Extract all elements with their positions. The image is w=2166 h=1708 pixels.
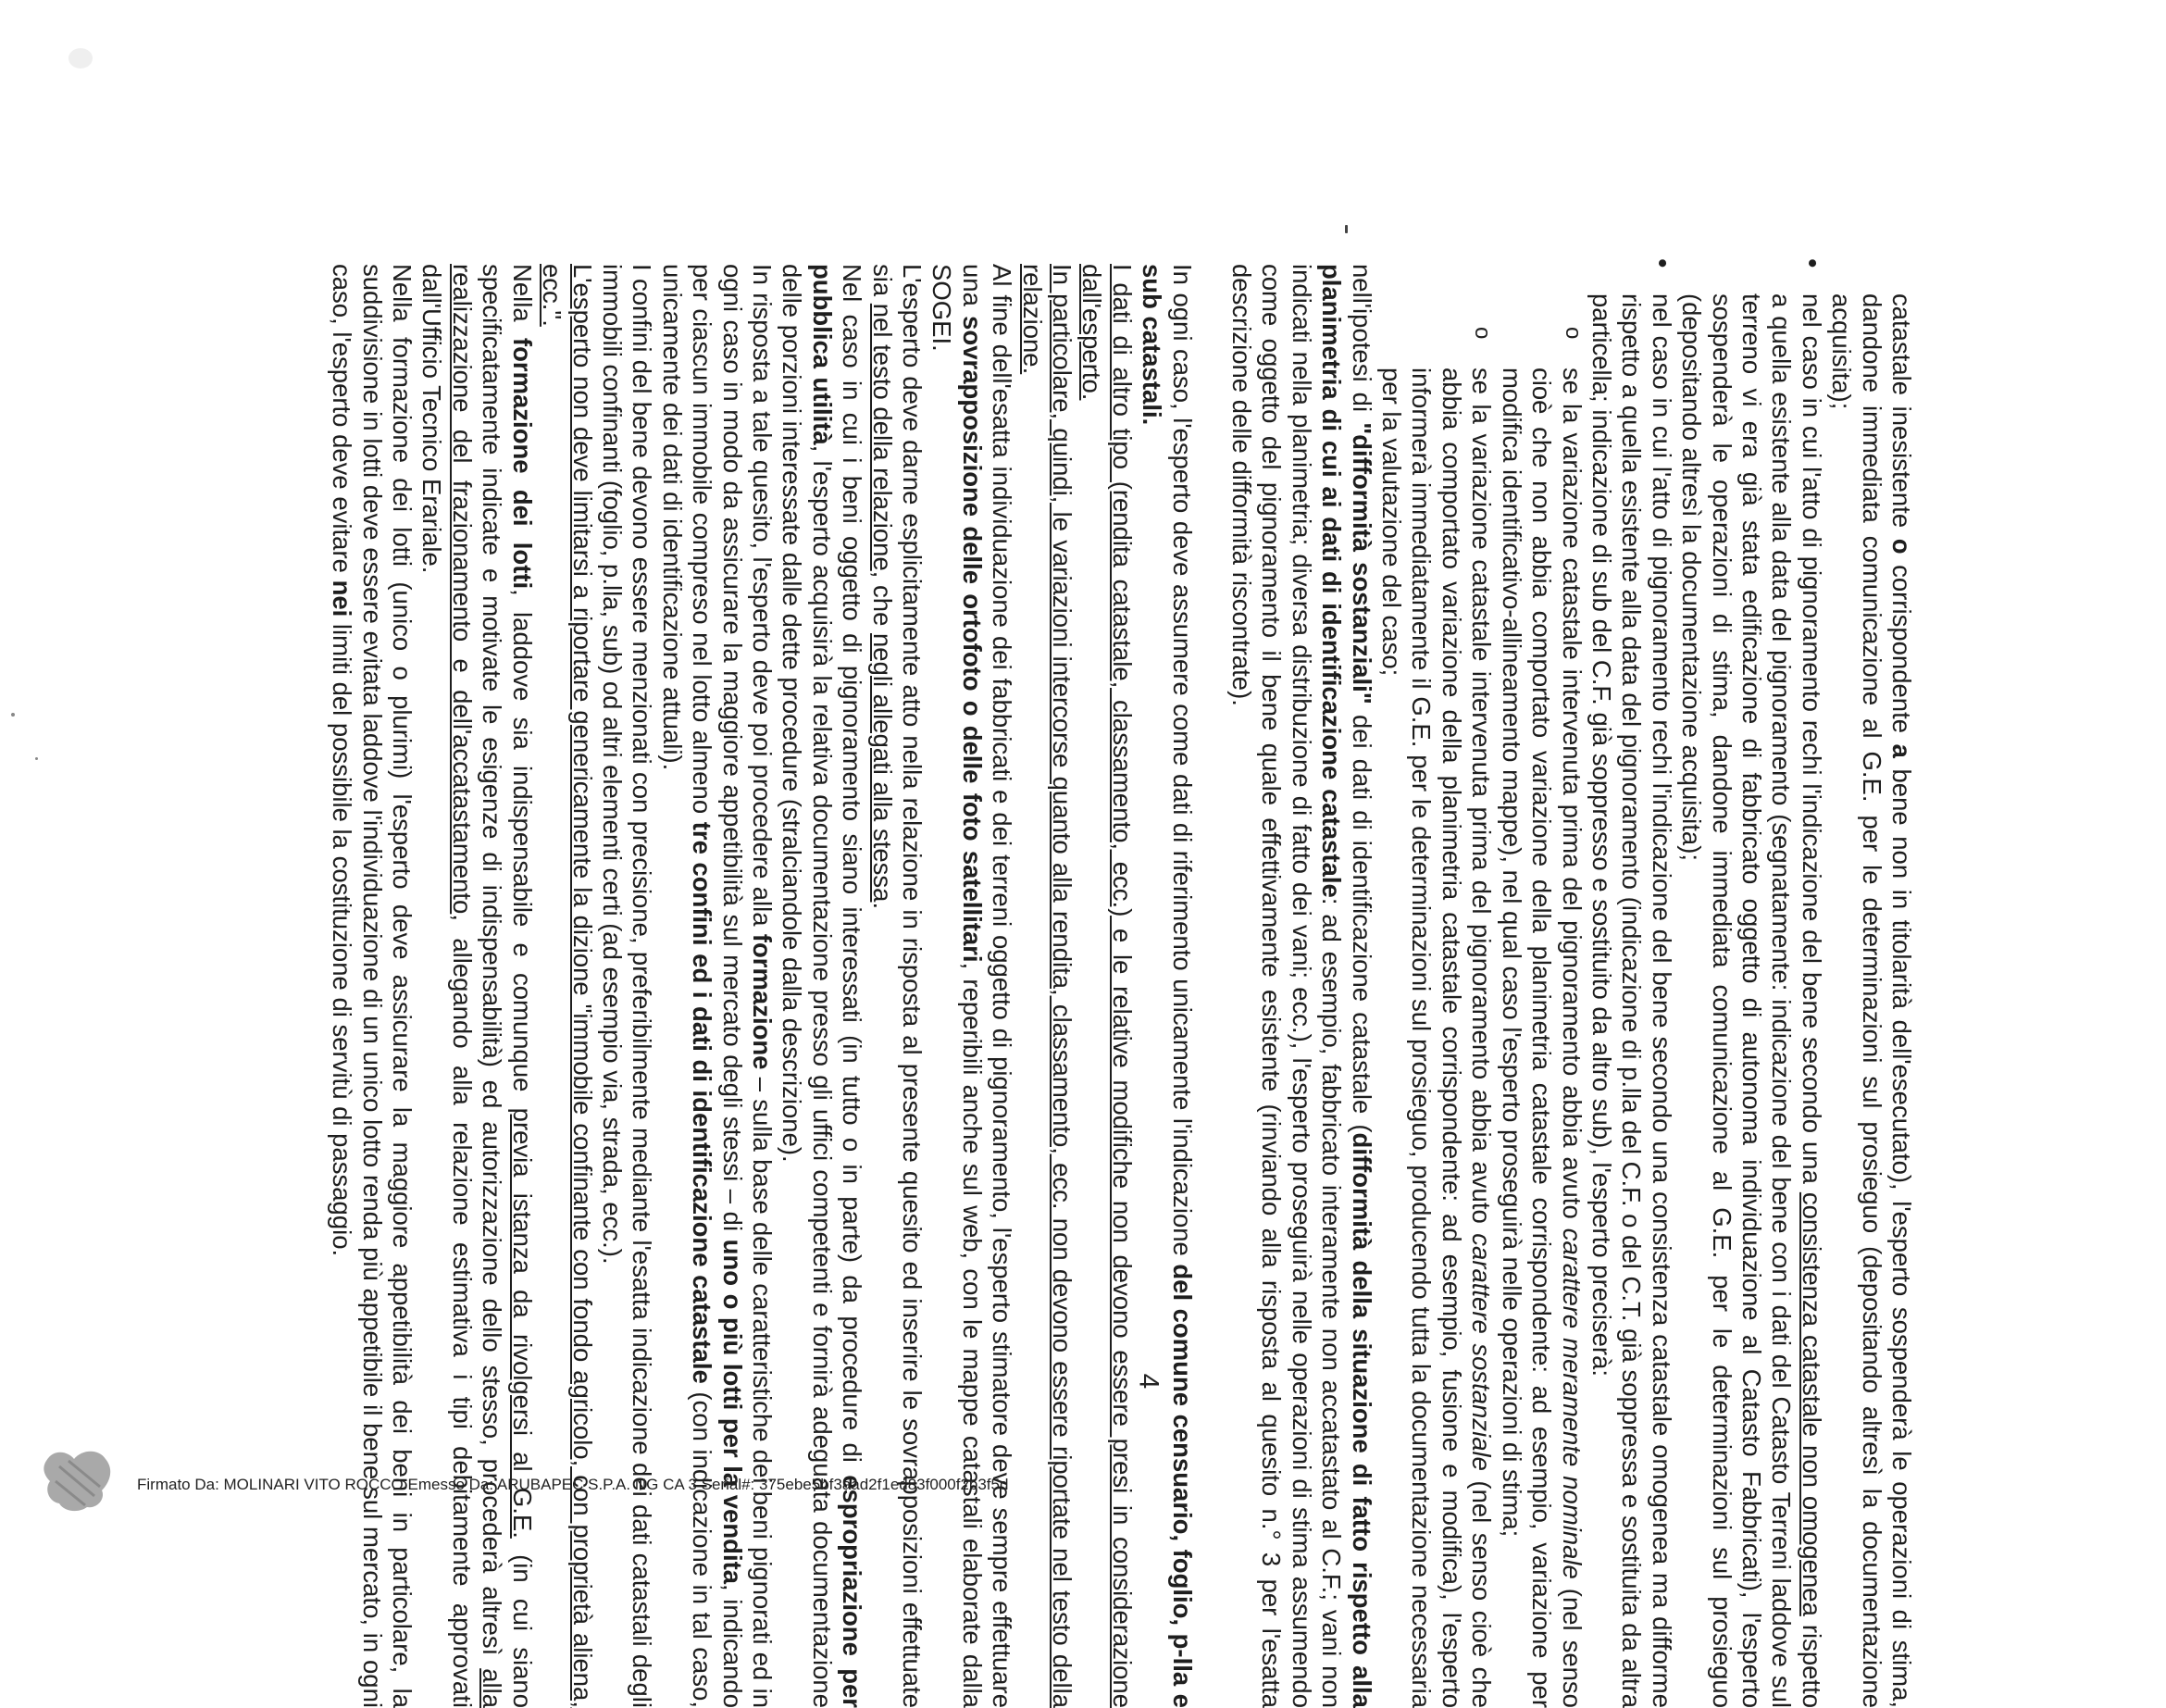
text-run: Al fine dell'esatta individuazione dei fabbricati e dei terreni oggetto di pignoramento, l'esperto stimatore deve sempre effettuare una bbox=[957, 264, 1017, 1708]
bullet-paragraph bbox=[1587, 264, 1676, 1708]
text-run: . bbox=[867, 902, 897, 910]
text-run: : ad esempio, fabbricato interamente non accatastato al C.F.; vani non indicati nella planimetria; diversa distribuzione di fatto dei vani; ecc.), l'esperto proseguirà nelle operazioni di stima assumendo come oggetto del pignoramento il bene quale effettivamente esistente (rinviando alla risposta al quesito n.° 3 per l'esatta descrizione delle difformità riscontrate). bbox=[1227, 264, 1347, 1708]
bold-text: sovrapposizione delle ortofoto o delle foto satellitari bbox=[957, 316, 987, 963]
text-run: se la variazione catastale intervenuta prima del pignoramento abbia avuto bbox=[1467, 368, 1497, 1234]
sub-bullet-paragraph bbox=[1376, 264, 1497, 1708]
text-run: , indicando per ciascun immobile compreso nel lotto almeno bbox=[688, 264, 747, 1708]
text-run: nel caso in cui l'atto di pignoramento rechi l'indicazione del bene secondo una bbox=[1797, 293, 1826, 1192]
text-run: (nel senso cioè che non abbia comportato variazione della planimetria catastale corrispondente: ad esempio, variazione per modifica identificativo-allineamento mappe), nel qual caso l'esperto proseguirà nelle operazioni di stima; bbox=[1497, 368, 1587, 1708]
sub-bullet-paragraph bbox=[1496, 264, 1586, 1708]
paragraph-spacer bbox=[1197, 264, 1226, 1708]
body-paragraph bbox=[1016, 264, 1077, 1708]
underlined-text: In particolare, quindi, le variazioni intercorse quanto alla rendita, classamento, ecc. non devono essere riportate nel testo della relazione. bbox=[1017, 264, 1077, 1708]
underlined-text: L'esperto non deve limitarsi a riportare genericamente la dizione "immobile confinante con fondo agricolo, con proprietà aliena, ecc.". bbox=[538, 264, 597, 1708]
italic-text: carattere sostanziale bbox=[1467, 1233, 1497, 1471]
body-paragraph bbox=[1226, 264, 1376, 1708]
body-paragraph bbox=[1077, 264, 1137, 1708]
underlined-text: alla realizzazione del frazionamento e dell'accatastamento bbox=[447, 264, 507, 1708]
underlined-text: consistenza catastale non omogenea bbox=[1797, 1191, 1826, 1616]
text-run: corrispondente bbox=[1887, 554, 1916, 744]
bold-text: del comune censuario, foglio, p-lla e sub catastali. bbox=[1138, 264, 1197, 1708]
bold-text: a bbox=[1887, 743, 1916, 758]
text-run: dei dati di identificazione catastale ( bbox=[1347, 704, 1376, 1133]
text-run: (in cui siano specificatamente indicate e motivate le esigenze di indispensabilità) ed autorizzazione dello stesso, procederà altresì bbox=[478, 264, 537, 1708]
page-number: 4 bbox=[1133, 1373, 1164, 1390]
text-run: , reperibili anche sul web, con le mappe catastali elaborate dalla SOGEI. bbox=[927, 264, 987, 1708]
signature-stamp-icon bbox=[41, 1442, 117, 1515]
bold-text: formazione dei lotti bbox=[507, 337, 537, 590]
bold-text: formazione bbox=[747, 933, 777, 1070]
text-run: – sulla base delle caratteristiche dei beni pignorati ed in ogni caso in modo da assicurare la maggiore appetibilità sul mercato degli stessi – di bbox=[717, 264, 777, 1708]
underlined-text: negli allegati alla stessa bbox=[867, 633, 897, 903]
scan-speck bbox=[35, 757, 38, 760]
underlined-text: I dati di altro tipo (rendita catastale, classamento, ecc.) e le relative modifiche non devono essere presi in considerazione dall'esperto. bbox=[1077, 264, 1137, 1708]
text-run: Nella formazione dei lotti (unico o plurimi) l'esperto deve assicurare la maggiore appetibilità dei beni in particolare, la suddivisione in lotti deve essere evitata laddove l'individuazione di un unico lotto renda più appetibile il bene sul mercato, in ogni caso, l'esperto deve evitare bbox=[328, 264, 417, 1708]
text-run: , allegando alla relazione estimativa i tipi debitamente approvati dall'Ufficio Tecnico Erariale. bbox=[417, 264, 477, 1708]
scan-tick bbox=[1345, 225, 1348, 233]
underlined-text: previa istanza da rivolgersi al G.E. bbox=[507, 1107, 537, 1539]
text-run: nel caso in cui l'atto di pignoramento rechi l'indicazione del bene secondo una consistenza catastale omogenea ma difforme rispetto a quella esistente alla data del pignoramento (indicazione di p.lla del C.F. o del C.T. già soppressa e sostituita da altra particella; indicazione di sub del C.F. già soppresso e sostituito da altro sub), l'esperto preciserà: bbox=[1587, 293, 1676, 1708]
text-run: , laddove sia indispensabile e comunque bbox=[507, 589, 537, 1108]
text-run: L'esperto deve darne esplicitamente atto nella relazione in risposta al presente quesito ed inserire le sovrapposizioni effettuate sia bbox=[867, 264, 927, 1708]
text-run: (con indicazione in tal caso, unicamente dei dati di identificazione attuali). bbox=[657, 264, 717, 1708]
text-run: se la variazione catastale intervenuta prima del pignoramento abbia avuto bbox=[1557, 368, 1587, 1228]
text-run: In ogni caso, l'esperto deve assumere come dati di riferimento unicamente l'indicazione bbox=[1167, 264, 1197, 1265]
text-run: limiti del possibile la costituzione di servitù di passaggio. bbox=[328, 617, 357, 1257]
text-run: (nel senso cioè che abbia comportato variazione della planimetria catastale corrispondente: ad esempio, fusione e modifica), l'esperto informerà immediatamente il G.E. per le determinazioni sul prosieguo, producendo tutta la documentazione necessaria per la valutazione del caso; bbox=[1377, 368, 1497, 1708]
underlined-text: nel testo della relazione bbox=[867, 303, 897, 571]
bold-text: espropriazione per pubblica utilità bbox=[807, 264, 867, 1708]
scan-speck bbox=[11, 713, 15, 717]
text-run: I confini del bene devono essere menzionati con precisione, preferibilmente mediante l'esatta indicazione dei dati catastali degli immobili confinanti (foglio, p.lla, sub) od altri elementi certi (ad esempio via, strada, ecc.). bbox=[597, 264, 657, 1708]
body-paragraph bbox=[1826, 264, 1916, 1708]
digital-signature-footer: Firmato Da: MOLINARI VITO ROCCO Emesso Da: ARUBAPEC S.P.A. NG CA 3 Serial#: 375ebe5bf3aad2f1ed83f000f2b3f5d bbox=[137, 1476, 1009, 1493]
scan-smudge bbox=[68, 48, 93, 69]
bullet-paragraph bbox=[1676, 264, 1826, 1708]
text-run: , l'esperto acquisirà la relativa documentazione presso gli uffici competenti e fornirà adeguata documentazione delle porzioni interessate dalle dette procedure (stralciandole dalla descrizione). bbox=[778, 264, 837, 1708]
text-run: bene non in titolarità dell'esecutato), l'esperto sospenderà le operazioni di stima, dandone immediata comunicazione al G.E. per le determinazioni sul prosieguo (depositando altresì la documentazione acquisita); bbox=[1827, 293, 1916, 1708]
bold-text: difformità della situazione di fatto rispetto alla planimetria di cui ai dati di identificazione catastale bbox=[1317, 264, 1376, 1708]
text-run: , che bbox=[867, 570, 897, 634]
bold-text: uno o più lotti per la vendita bbox=[717, 1239, 747, 1585]
text-run: In risposta a tale quesito, l'esperto deve poi procedere alla bbox=[747, 264, 777, 934]
text-run: rispetto a quella esistente alla data del pignoramento (segnatamente: indicazione del bene con i dati del Catasto Terreni laddove sul terreno vi era già stata edificazione di fabbricato oggetto di autonoma individuazione al Catasto Fabbricati), l'esperto sospenderà le operazioni di stima, dandone immediata comunicazione al G.E. per le determinazioni sul prosieguo (depositando altresì la documentazione acquisita); bbox=[1677, 293, 1826, 1708]
text-run: catastale inesistente bbox=[1887, 293, 1916, 539]
text-run: nell'ipotesi di bbox=[1347, 264, 1376, 423]
bold-text: nei bbox=[328, 580, 357, 617]
bold-text: o bbox=[1887, 538, 1916, 555]
bold-text: tre confini ed i dati di identificazione catastale bbox=[688, 821, 717, 1384]
body-paragraph bbox=[1137, 264, 1197, 1708]
italic-text: carattere meramente nominale bbox=[1557, 1228, 1587, 1579]
text-run: Nella bbox=[507, 264, 537, 338]
bold-text: "difformità sostanziali" bbox=[1347, 422, 1376, 704]
text-run: Nel caso in cui i beni oggetto di pignoramento siano interessati (in tutto o in parte) da procedure di bbox=[838, 264, 867, 1476]
